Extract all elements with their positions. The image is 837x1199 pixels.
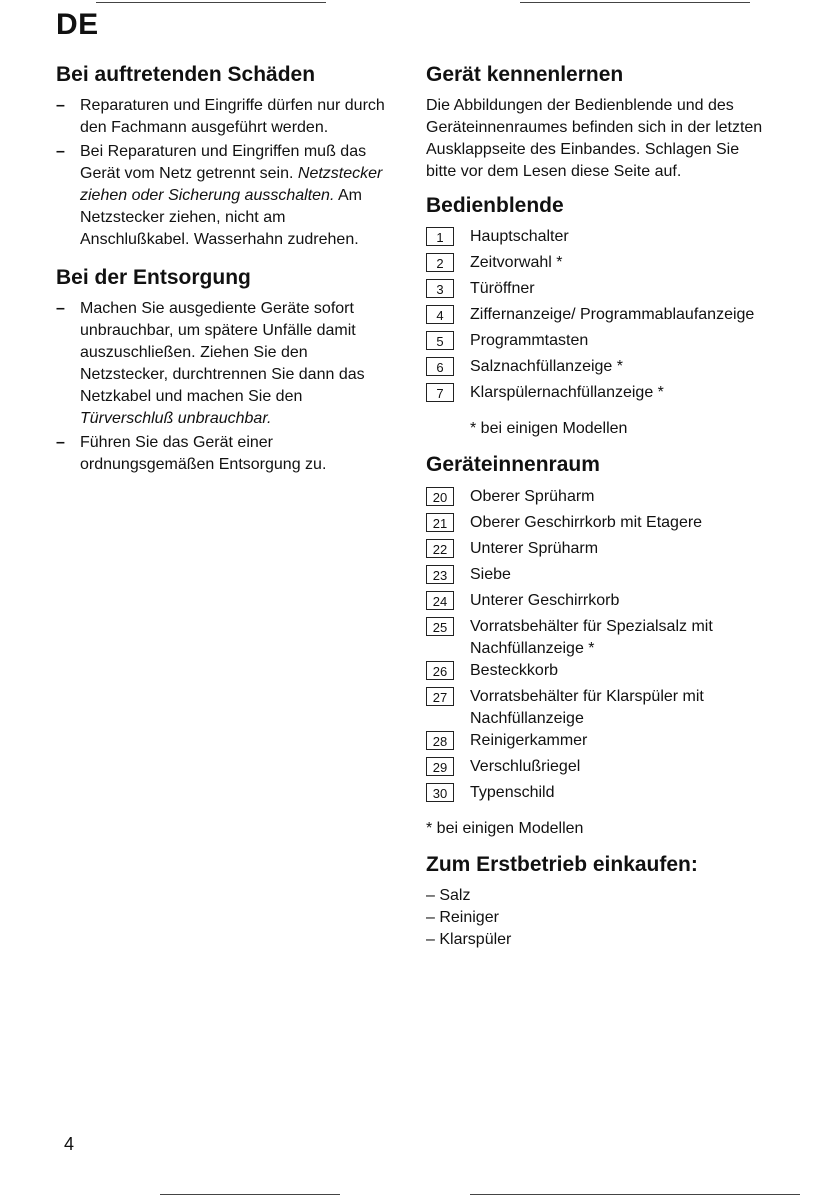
item-number-box: 22	[426, 539, 454, 558]
list-item	[426, 538, 771, 564]
item-number-box: 24	[426, 591, 454, 610]
list-item: – Salz	[426, 886, 471, 904]
list-item	[426, 564, 771, 590]
section-disposal	[56, 265, 386, 476]
item-number-box: 29	[426, 757, 454, 776]
top-rule-right	[520, 2, 750, 3]
section-title-damage: Bei auftretenden Schäden	[56, 63, 316, 86]
disposal-list	[56, 298, 386, 476]
shopping-list	[426, 885, 771, 951]
language-code: DE	[56, 8, 99, 41]
damage-list	[56, 95, 386, 251]
item-label: Typenschild	[470, 783, 555, 801]
bottom-rule-right	[470, 1194, 800, 1195]
item-label: Oberer Sprüharm	[470, 487, 595, 505]
bottom-rule-left	[160, 1194, 340, 1195]
item-label: Besteckkorb	[470, 661, 559, 679]
item-label: Siebe	[470, 565, 511, 583]
list-item: – Reiniger	[426, 908, 499, 926]
item-number-box: 2	[426, 253, 454, 272]
section-title-interior: Geräteinnenraum	[426, 453, 600, 477]
item-number-box: 27	[426, 687, 454, 706]
damage-item-text: Reparaturen und Eingriffe dürfen nur durch den Fachmann ausgeführt werden.	[80, 97, 385, 137]
interior-footnote: * bei einigen Modellen	[426, 819, 584, 837]
item-label: Salznachfüllanzeige *	[470, 358, 623, 376]
list-item	[426, 226, 771, 252]
item-label: Ziffernanzeige/ Programmablaufanzeige	[470, 306, 755, 324]
list-item	[426, 382, 771, 408]
disposal-item-italic: Türverschluß unbrauchbar.	[80, 410, 272, 428]
item-label: Zeitvorwahl *	[470, 254, 563, 272]
item-number-box: 30	[426, 783, 454, 802]
list-item	[426, 616, 771, 660]
item-number-box: 26	[426, 661, 454, 680]
item-number-box: 1	[426, 227, 454, 246]
panel-list	[426, 226, 771, 408]
item-number-box: 25	[426, 617, 454, 636]
damage-item-text: Am Netzstecker ziehen, nicht am Anschlußkabel. Wasserhahn zudrehen.	[80, 187, 362, 249]
list-item	[56, 141, 386, 251]
list-item	[426, 730, 771, 756]
disposal-item-text: Führen Sie das Gerät einer ordnungsgemäßen Entsorgung zu.	[80, 434, 327, 474]
dash-marker: –	[56, 300, 65, 318]
list-item	[426, 590, 771, 616]
page-number: 4	[64, 1134, 75, 1154]
item-number-box: 7	[426, 383, 454, 402]
top-rule-left	[96, 2, 326, 3]
section-title-panel: Bedienblende	[426, 194, 564, 218]
panel-footnote: * bei einigen Modellen	[470, 420, 628, 438]
item-label: Programmtasten	[470, 332, 589, 350]
item-label: Hauptschalter	[470, 228, 569, 246]
list-item	[426, 660, 771, 686]
item-number-box: 4	[426, 305, 454, 324]
item-number-box: 28	[426, 731, 454, 750]
damage-item-text: Bei Reparaturen und Eingriffen muß das Gerät vom Netz getrennt sein.	[80, 143, 367, 183]
list-item	[56, 298, 386, 430]
dash-marker: –	[56, 143, 65, 161]
item-label: Oberer Geschirrkorb mit Etagere	[470, 513, 703, 531]
list-item	[426, 356, 771, 382]
item-number-box: 3	[426, 279, 454, 298]
list-item	[426, 278, 771, 304]
item-number-box: 21	[426, 513, 454, 532]
section-title-device: Gerät kennenlernen	[426, 63, 624, 86]
section-title-disposal: Bei der Entsorgung	[56, 266, 251, 290]
list-item	[426, 512, 771, 538]
left-column	[56, 62, 386, 490]
list-item	[426, 686, 771, 730]
list-item	[56, 95, 386, 139]
item-label: Reinigerkammer	[470, 731, 588, 749]
item-number-box: 20	[426, 487, 454, 506]
item-label: Vorratsbehälter für Klarspüler mit Nachfüllanzeige	[470, 687, 704, 727]
item-number-box: 23	[426, 565, 454, 584]
dash-marker: –	[56, 434, 65, 452]
list-item	[426, 330, 771, 356]
list-item	[426, 782, 771, 808]
list-item	[56, 432, 386, 476]
interior-list	[426, 486, 771, 808]
list-item	[426, 252, 771, 278]
damage-item-italic: Netzstecker ziehen oder Sicherung ausschalten.	[80, 165, 383, 205]
item-number-box: 6	[426, 357, 454, 376]
list-item: – Klarspüler	[426, 930, 512, 948]
list-item	[426, 756, 771, 782]
item-label: Vorratsbehälter für Spezialsalz mit Nachfüllanzeige *	[470, 617, 713, 657]
section-damage	[56, 62, 386, 251]
list-item	[426, 486, 771, 512]
dash-marker: –	[56, 97, 65, 115]
disposal-item-text: Machen Sie ausgediente Geräte sofort unbrauchbar, um spätere Unfälle damit auszuschließen. Ziehen Sie den Netzstecker, durchtrennen Sie dann das Netzkabel und machen Sie den	[80, 300, 365, 406]
item-number-box: 5	[426, 331, 454, 350]
item-label: Unterer Geschirrkorb	[470, 591, 620, 609]
right-column	[426, 62, 771, 951]
item-label: Unterer Sprüharm	[470, 539, 599, 557]
list-item	[426, 304, 771, 330]
intro-paragraph: Die Abbildungen der Bedienblende und des Geräteinnenraumes befinden sich in der letzten Ausklappseite des Einbandes. Schlagen Sie bitte vor dem Lesen diese Seite auf.	[426, 97, 763, 181]
item-label: Türöffner	[470, 280, 535, 298]
item-label: Verschlußriegel	[470, 757, 581, 775]
item-label: Klarspülernachfüllanzeige *	[470, 384, 664, 402]
section-title-shopping: Zum Erstbetrieb einkaufen:	[426, 852, 698, 876]
